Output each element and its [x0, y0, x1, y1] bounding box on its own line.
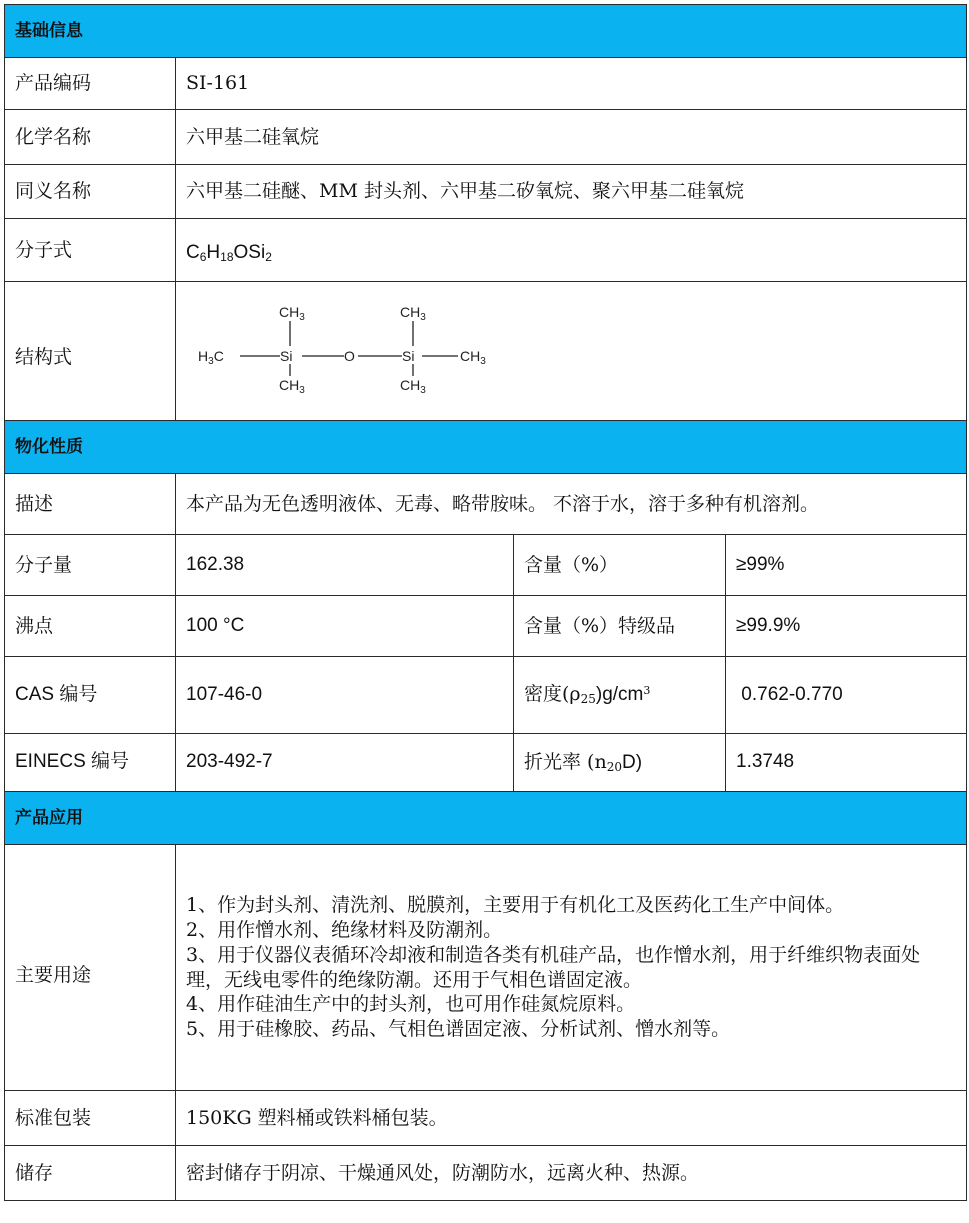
section-title-basic: 基础信息	[5, 5, 967, 58]
row-cas	[5, 657, 967, 734]
row-packaging	[5, 1091, 967, 1146]
ch3-bottom-left: $CH_3$	[279, 376, 305, 396]
refractive-index-value: 1.3748	[726, 734, 967, 792]
structural-formula-diagram	[176, 284, 516, 412]
structure-label: 结构式	[5, 282, 176, 421]
row-molecular-weight	[5, 535, 967, 596]
row-formula	[5, 219, 967, 282]
storage-label: 储存	[5, 1146, 176, 1201]
structure-cell	[176, 282, 967, 421]
einecs-value: 203-492-7	[176, 734, 514, 792]
molecular-weight-value: 162.38	[176, 535, 514, 596]
premium-content-value: ≥99.9%	[726, 596, 967, 657]
product-code-value: SI-161	[176, 58, 967, 110]
spec-table	[4, 4, 967, 1201]
cas-label: CAS 编号	[5, 657, 176, 734]
section-title-physchem: 物化性质	[5, 421, 967, 474]
oxygen-atom: O	[344, 347, 355, 364]
use-item: 1、作为封头剂、清洗剂、脱膜剂，主要用于有机化工及医药化工生产中间体。	[186, 894, 845, 917]
row-boiling-point	[5, 596, 967, 657]
si-right: Si	[402, 347, 415, 364]
premium-content-label: 含量（%）特级品	[514, 596, 726, 657]
synonym-label: 同义名称	[5, 165, 176, 219]
row-storage	[5, 1146, 967, 1201]
row-einecs	[5, 734, 967, 792]
row-chemical-name	[5, 110, 967, 165]
density-label: 密度$(\rho_{25})g/cm^3$	[514, 657, 726, 734]
ch3-bottom-right: $CH_3$	[400, 376, 426, 396]
row-structure	[5, 282, 967, 421]
product-code-label: 产品编码	[5, 58, 176, 110]
einecs-label: EINECS 编号	[5, 734, 176, 792]
boiling-point-label: 沸点	[5, 596, 176, 657]
description-label: 描述	[5, 474, 176, 535]
packaging-value: 150KG 塑料桶或铁料桶包装。	[176, 1091, 967, 1146]
boiling-point-value: 100 °C	[176, 596, 514, 657]
density-value: 0.762-0.770	[726, 657, 967, 734]
row-description	[5, 474, 967, 535]
storage-value: 密封储存于阴凉、干燥通风处，防潮防水，远离火种、热源。	[176, 1146, 967, 1201]
content-label: 含量（%）	[514, 535, 726, 596]
main-uses-label: 主要用途	[5, 845, 176, 1091]
molecular-weight-label: 分子量	[5, 535, 176, 596]
row-main-uses	[5, 845, 967, 1091]
refractive-index-label: 折光率 $(n_{20}D)$	[514, 734, 726, 792]
use-item: 2、用作憎水剂、绝缘材料及防潮剂。	[186, 919, 503, 942]
packaging-label: 标准包装	[5, 1091, 176, 1146]
use-item: 5、用于硅橡胶、药品、气相色谱固定液、分析试剂、憎水剂等。	[186, 1017, 731, 1040]
ch3-top-right: $CH_3$	[400, 303, 426, 323]
ch3-top-left: $CH_3$	[279, 303, 305, 323]
synonym-value: 六甲基二硅醚、MM 封头剂、六甲基二矽氧烷、聚六甲基二硅氧烷	[176, 165, 967, 219]
cas-value: 107-46-0	[176, 657, 514, 734]
content-value: ≥99%	[726, 535, 967, 596]
h3c-left: $H_3C$	[198, 347, 224, 367]
ch3-right: $CH_3$	[460, 347, 486, 367]
use-item: 3、用于仪器仪表循环冷却液和制造各类有机硅产品，也作憎水剂，用于纤维织物表面处理，无线电零件的绝缘防潮。还用于气相色谱固定液。	[186, 943, 921, 991]
molecular-formula: $C_6H_{18}OSi_2$	[176, 219, 967, 282]
chemical-name-label: 化学名称	[5, 110, 176, 165]
section-title-application: 产品应用	[5, 792, 967, 845]
section-application	[5, 792, 967, 845]
main-uses-list	[176, 845, 967, 1091]
section-physchem	[5, 421, 967, 474]
row-product-code	[5, 58, 967, 110]
description-value: 本产品为无色透明液体、无毒、略带胺味。 不溶于水，溶于多种有机溶剂。	[176, 474, 967, 535]
chemical-name-value: 六甲基二硅氧烷	[176, 110, 967, 165]
si-left: Si	[280, 347, 293, 364]
formula-label: 分子式	[5, 219, 176, 282]
use-item: 4、用作硅油生产中的封头剂，也可用作硅氮烷原料。	[186, 993, 636, 1016]
row-synonyms	[5, 165, 967, 219]
section-basic-info	[5, 5, 967, 58]
